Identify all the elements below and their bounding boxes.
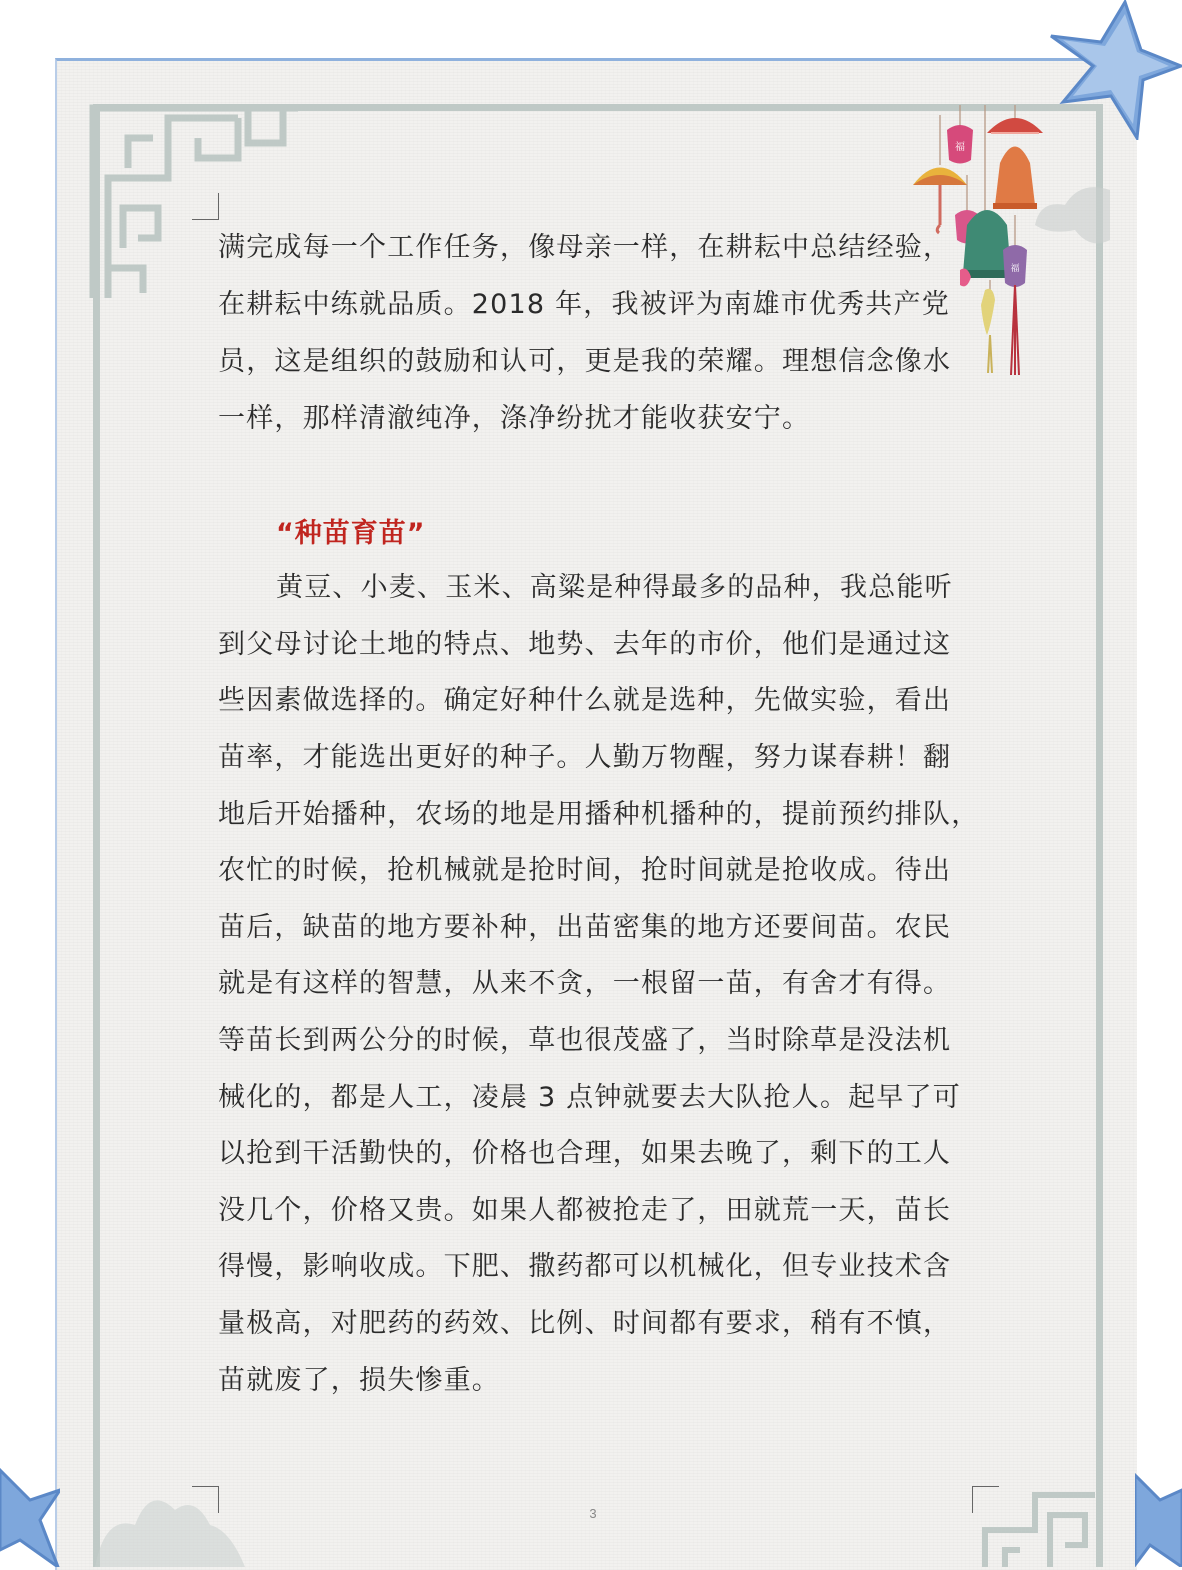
page-number: 3: [589, 1506, 597, 1521]
paragraph-line: 苗率，才能选出更好的种子。人勤万物醒，努力谋春耕！翻: [218, 742, 952, 773]
star-decoration-icon-bottom-right: [1135, 1465, 1182, 1567]
ink-wash-decoration: [95, 1455, 245, 1567]
paragraph-line: 量极高，对肥药的药效、比例、时间都有要求，稍有不慎，: [218, 1308, 952, 1339]
paragraph-line: 就是有这样的智慧，从来不贪，一根留一苗，有舍才有得。: [218, 968, 952, 999]
paragraph-line: 以抢到干活勤快的，价格也合理，如果去晚了，剩下的工人: [218, 1138, 952, 1169]
paragraph-line: 地后开始播种，农场的地是用播种机播种的，提前预约排队，: [218, 799, 980, 830]
svg-text:福: 福: [955, 142, 965, 153]
paragraph-line: 在耕耘中练就品质。2018 年，我被评为南雄市优秀共产党: [218, 289, 950, 320]
paragraph-line: 一样，那样清澈纯净，涤净纷扰才能收获安宁。: [218, 403, 811, 434]
paragraph-line: 没几个，价格又贵。如果人都被抢走了，田就荒一天，苗长: [218, 1195, 952, 1226]
crop-mark-top-left: [192, 193, 219, 220]
paragraph-line: 农忙的时候，抢机械就是抢时间，抢时间就是抢收成。待出: [218, 855, 952, 886]
paragraph-line: 员，这是组织的鼓励和认可，更是我的荣耀。理想信念像水: [218, 346, 952, 377]
star-decoration-icon-bottom-left: [0, 1440, 60, 1567]
crop-mark-bottom-left: [192, 1486, 219, 1513]
paragraph-line: 些因素做选择的。确定好种什么就是选种，先做实验，看出: [218, 685, 952, 716]
paragraph-line: 满完成每一个工作任务，像母亲一样，在耕耘中总结经验，: [218, 232, 952, 263]
crop-mark-bottom-right: [972, 1486, 999, 1513]
paragraph-line: 等苗长到两公分的时候，草也很茂盛了，当时除草是没法机: [218, 1025, 952, 1056]
paragraph-line: 到父母讨论土地的特点、地势、去年的市价，他们是通过这: [218, 629, 952, 660]
paragraph-line: 苗就废了，损失惨重。: [218, 1365, 500, 1396]
paragraph-line: 黄豆、小麦、玉米、高粱是种得最多的品种，我总能听: [276, 572, 953, 603]
star-decoration-icon: [1045, 0, 1182, 140]
paragraph-line: 得慢，影响收成。下肥、撒药都可以机械化，但专业技术含: [218, 1251, 952, 1282]
paragraph-line: 械化的，都是人工，凌晨 3 点钟就要去大队抢人。起早了可: [218, 1082, 961, 1113]
section-heading: “种苗育苗”: [276, 518, 426, 549]
svg-text:福: 福: [1010, 264, 1020, 274]
paragraph-line: 苗后，缺苗的地方要补种，出苗密集的地方还要间苗。农民: [218, 912, 952, 943]
